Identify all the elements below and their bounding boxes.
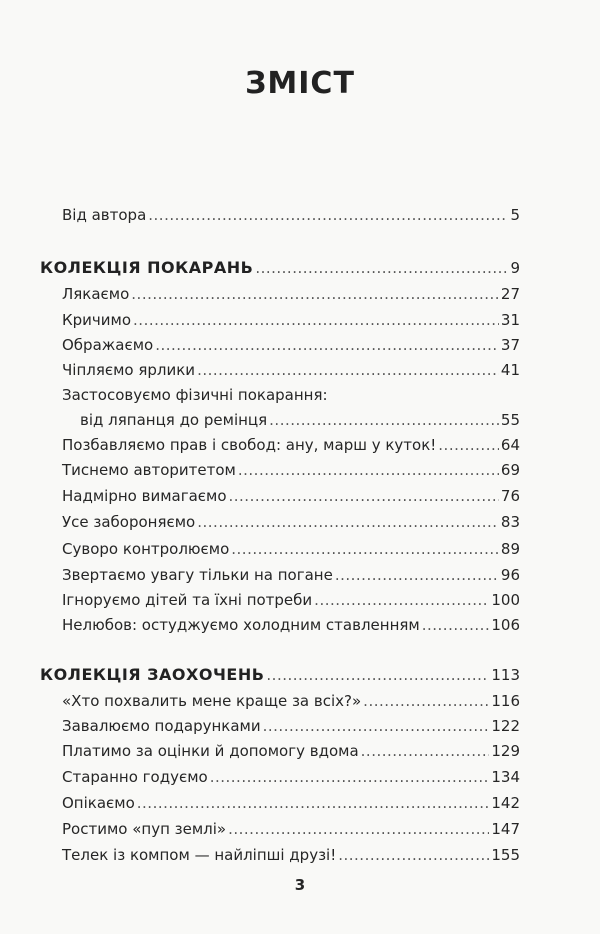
dot-leader <box>133 307 499 333</box>
toc-entry <box>62 713 520 739</box>
toc-entry-page: 76 <box>500 487 520 505</box>
toc-entry-page: 100 <box>491 591 520 609</box>
dot-leader <box>155 332 499 358</box>
toc-entry-label: Усе забороняємо <box>62 513 196 531</box>
toc-entry-label: Опікаємо <box>62 794 135 812</box>
toc-entry-label: Позбавляємо прав і свобод: ану, марш у куток! <box>62 436 437 454</box>
toc-entry-page: 27 <box>500 285 520 303</box>
toc-entry-label: Чіпляємо ярлики <box>62 361 196 379</box>
toc-entry <box>62 842 520 868</box>
toc-entry-label: Суворо контролюємо <box>62 540 230 558</box>
toc-entry-label: Кричимо <box>62 311 132 329</box>
toc-entry-label: Від автора <box>62 206 147 224</box>
toc-entry-page: 147 <box>491 820 520 838</box>
toc-entry <box>62 357 520 383</box>
toc-entry <box>80 407 520 433</box>
toc-entry <box>62 332 520 358</box>
toc-entry-page: 155 <box>491 846 520 864</box>
toc-entry-page: 31 <box>500 311 520 329</box>
toc-entry <box>62 281 520 307</box>
dot-leader <box>197 357 499 383</box>
toc-section-heading <box>40 662 520 688</box>
dot-leader <box>229 483 499 509</box>
toc-section-label: КОЛЕКЦІЯ ЗАОХОЧЕНЬ <box>40 665 265 684</box>
dot-leader <box>263 713 490 739</box>
dot-leader <box>197 509 499 535</box>
toc-entry-label: Лякаємо <box>62 285 130 303</box>
toc-entry-label: Тиснемо авторитетом <box>62 461 236 479</box>
toc-entry-page: 116 <box>491 692 520 710</box>
toc-entry-page: 129 <box>491 742 520 760</box>
toc-entry <box>62 536 520 562</box>
toc-entry <box>62 432 520 458</box>
dot-leader <box>266 662 489 688</box>
toc-entry <box>62 587 520 613</box>
toc-entry-page: 89 <box>500 540 520 558</box>
toc-entry-label: Звертаємо увагу тільки на погане <box>62 566 333 584</box>
toc-entry-page: 106 <box>491 616 520 634</box>
dot-leader <box>422 612 490 638</box>
toc-entry-page: 69 <box>500 461 520 479</box>
toc-entry-page: 96 <box>500 566 520 584</box>
dot-leader <box>269 407 499 433</box>
dot-leader <box>335 562 499 588</box>
dot-leader <box>137 790 490 816</box>
dot-leader <box>228 816 489 842</box>
page-number: 3 <box>294 876 306 894</box>
toc-section-heading <box>40 255 520 281</box>
toc-entry <box>62 483 520 509</box>
toc-entry <box>62 457 520 483</box>
toc-entry <box>62 790 520 816</box>
toc-entry <box>62 816 520 842</box>
toc-entry-label: Старанно годуємо <box>62 768 208 786</box>
toc-entry-label: Телек із компом — найліпші друзі! <box>62 846 337 864</box>
dot-leader <box>338 842 489 868</box>
toc-entry <box>62 612 520 638</box>
dot-leader <box>361 738 490 764</box>
toc-entry <box>62 764 520 790</box>
toc-entry-page: 37 <box>500 336 520 354</box>
toc-entry-page: 83 <box>500 513 520 531</box>
toc-entry-page: 142 <box>491 794 520 812</box>
toc-entry-page: 41 <box>500 361 520 379</box>
toc-entry-page: 55 <box>500 411 520 429</box>
toc-entry-label-line2: від ляпанця до ремінця <box>80 411 268 429</box>
toc-entry <box>62 509 520 535</box>
toc-entry-label: Ігноруємо дітей та їхні потреби <box>62 591 313 609</box>
toc-section-page: 9 <box>510 259 520 277</box>
toc-section-label: КОЛЕКЦІЯ ПОКАРАНЬ <box>40 258 254 277</box>
toc-section-page: 113 <box>491 666 520 684</box>
toc-entry <box>62 562 520 588</box>
dot-leader <box>314 587 489 613</box>
toc-entry <box>62 738 520 764</box>
toc-entry-page: 64 <box>500 436 520 454</box>
toc-entry-label: «Хто похвалить мене краще за всіх?» <box>62 692 362 710</box>
dot-leader <box>238 457 499 483</box>
toc-entry-label: Нелюбов: остуджуємо холодним ставленням <box>62 616 420 634</box>
toc-entry-page: 5 <box>510 206 520 224</box>
dot-leader <box>438 432 499 458</box>
dot-leader <box>255 255 508 281</box>
toc-entry-label-line1: Застосовуємо фізичні покарання: <box>62 386 328 404</box>
toc-entry <box>62 307 520 333</box>
toc-entry-from-author <box>62 202 520 228</box>
toc-entry-page: 122 <box>491 717 520 735</box>
toc-entry <box>62 688 520 714</box>
dot-leader <box>210 764 490 790</box>
toc-entry-label: Завалюємо подарунками <box>62 717 261 735</box>
dot-leader <box>363 688 489 714</box>
dot-leader <box>131 281 499 307</box>
page-title: ЗМІСТ <box>245 66 355 101</box>
dot-leader <box>231 536 499 562</box>
toc-entry-label: Ростимо «пуп землі» <box>62 820 227 838</box>
toc-entry-label: Платимо за оцінки й допомогу вдома <box>62 742 359 760</box>
toc-entry-page: 134 <box>491 768 520 786</box>
dot-leader <box>148 202 508 228</box>
toc-entry-label: Надмірно вимагаємо <box>62 487 227 505</box>
toc-entry-label: Ображаємо <box>62 336 154 354</box>
